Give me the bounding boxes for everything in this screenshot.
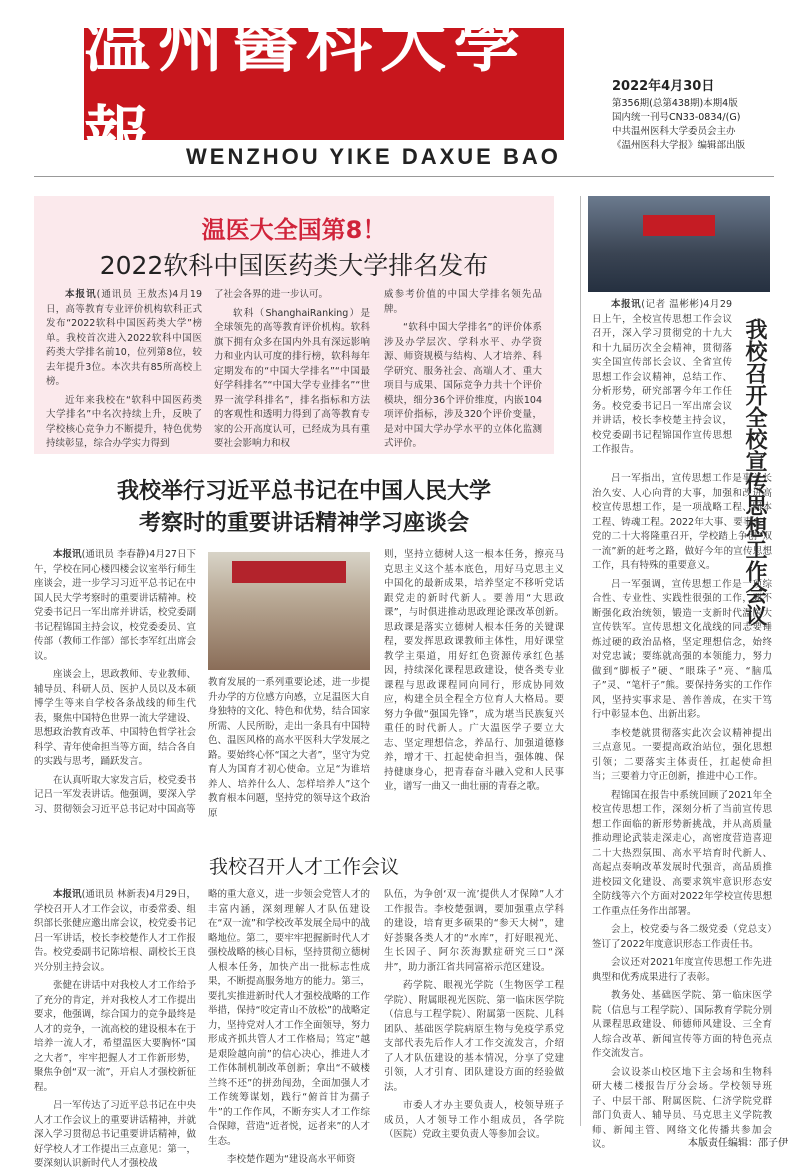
article2-byline: (通讯员 李春静): [81, 549, 150, 560]
article3-text: 4月29日，学校召开人才工作会议，市委常委、组织部长张健应邀出席会议，校党委书记吕一军讲话，校长李校楚作人才工作报告。校党委副书记陈培根、副校长王良兴分别主持会议。: [34, 889, 196, 973]
right-article-top: [592, 298, 732, 468]
right-text: 吕一军强调，宣传思想工作是一项综合性、专业性、实践性很强的工作，要不断强化政治统领，锻造一支新时代温医大宣传铁军。宣传思想文化战线的同志要锤炼过硬的政治品格，坚定理想信念，始终对党忠诚；要练就高强的本领能力，努力做到“脚板子”硬、“眼珠子”亮、“脑瓜子”灵、“笔杆子”熊。要保持务实的工作作风，坚持实事求是、善作善成，在实干笃行中彰显本色、出新出彩。: [592, 578, 772, 720]
article3-text: 张健在讲话中对我校人才工作给予了充分的肯定，并对我校人才工作提出要求，他强调，综合国力的竞争最终是人才的竞争，一流高校的建设根本在于培养一流人才，希望温医大要胸怀“国之大者”，牢牢把握人才工作新形势，聚焦争创“双一流”，开启人才强校新征程。: [34, 980, 196, 1093]
article1-col1: [46, 288, 202, 448]
meeting-photo: [588, 196, 770, 292]
masthead-divider: [34, 176, 774, 177]
right-text: 会议设茶山校区地下主会场和生物科研大楼二楼报告厅分会场。学校领导班子、中层干部、附属医院、仁济学院党群部门负责人、辅导员、马克思主义学院教师、新闻主管、网络文化传播共参加会议。: [592, 1066, 772, 1150]
right-text: 会议还对2021年度宣传思想工作先进典型和优秀成果进行了表彰。: [592, 957, 772, 983]
right-text: 程锦国在报告中系统回顾了2021年全校宣传思想工作，深刻分析了当前宣传思想工作面临的新形势新挑战，并从高质量推动理论武装走深走心，高密度营造喜迎二十大热烈氛围、高水平培育时代新人、高起点奏响改革发展时代强音，高品质推进校园文化建设、高要求筑牢意识形态安全防线等六个方面对2022年学校宣传思想工作重点任务作出部署。: [592, 789, 772, 917]
right-text: 4月29日上午，全校宣传思想工作会议召开，深入学习贯彻党的十九大和十九届历次全会精神，贯彻落实全国宣传部长会议、全省宣传思想工作会议精神，总结工作、分析形势，研究部署今年工作任务。校党委书记吕一军出席会议并讲话，校长李校楚主持会议，校党委副书记程锦国作宣传思想工作报告。: [592, 299, 732, 455]
column-divider: [580, 196, 581, 1126]
issue-date: 2022年4月30日: [612, 79, 715, 94]
article2-text: 则，坚持立德树人这一根本任务，擦亮马克思主义这个基本底色，用好马克思主义中国化的最新成果，培养坚定不移听党话跟党走的新时代新人。要善用“大思政课”，与时俱进推动思政理论课改革创新。思政课是落实立德树人根本任务的关键课程，要发挥思政课教师主体性，用好课堂教学主渠道，用好红色资源传承红色基因，持续深化课程思政建设，使各类专业课程与思政课程同向同行，形成协同效应，构建全员全程全方位育人大格局。要努力争做“强国先锋”，成为堪当民族复兴重任的时代新人。广大温医学子要立大志、坚定理想信念，养品行、加强道德修养，增才干、扛起使命担当，强体魄、保持健康身心，把青春奋斗融入党和人民事业，谱写一曲又一曲壮丽的青春之歌。: [384, 549, 564, 792]
article3-byline: (通讯员 林新表): [81, 889, 150, 900]
article3-text: 市委人才办主要负责人，校领导班子成员，人才领导工作小组成员，各学院（医院）党政主要负责人等参加会议。: [384, 1100, 564, 1140]
article2-col1: [34, 548, 196, 836]
issue-editor: 《温州医科大学报》编辑部出版: [612, 140, 746, 151]
article3-text: 吕一军传达了习近平总书记在中央人才工作会议上的重要讲话精神，并就深入学习贯彻总书记重要讲话精神，做好学校人才工作提出三点意见：第一，要深刻认识新时代人才强校战: [34, 1100, 196, 1169]
article2-lead: 本报讯: [53, 549, 82, 560]
article1-kicker: 温医大全国第8！: [201, 216, 387, 244]
article1-text: 4月19日，高等教育专业评价机构软科正式发布“2022软科中国医药类大学”榜单。我校首次进入2022软科中国医药类大学排名前10，位列第8位，较去年提升3位。本次共有85所高校上榜。: [46, 289, 202, 387]
article2-text: 在认真听取大家发言后，校党委书记吕一军发表讲话。他强调，要深入学习、贯彻领会习近平总书记对中国高等: [34, 774, 196, 815]
article3-text: 队伍，为争创‘双一流’提供人才保障”人才工作报告。李校楚强调，要加强重点学科的建设，培育更多硕果的“参天大树”，建好荟聚各类人才的“水库”，打好眼视光、生长因子、阿尔茨海默症研究三口“深井”，助力浙江省共同富裕示范区建设。: [384, 889, 564, 973]
article2-col2: [208, 676, 370, 836]
page-editor-credit: 本版责任编辑：邵子伊: [688, 1138, 788, 1149]
article2-col3: [384, 548, 564, 836]
seminar-banner: [232, 561, 345, 582]
issue-sponsor: 中共温州医科大学委员会主办: [612, 126, 736, 137]
article3-headline: 我校召开人才工作会议: [208, 856, 399, 878]
right-text: 会上，校党委与各二级党委（党总支）签订了2022年度意识形态工作责任书。: [592, 924, 772, 950]
article3-text: 药学院、眼视光学院（生物医学工程学院）、附属眼视光医院、第一临床医学院（信息与工程学院）、附属第一医院、儿科团队、基础医学院病原生物与免疫学系党支部代表先后作人才工作交流发言，介绍了人才队伍建设的基本情况，分享了党建引领，人才引育、团队建设方面的经验做法。: [384, 980, 564, 1093]
article1-text: 软科（ShanghaiRanking）是全球领先的高等教育评价机构。软科旗下拥有众多在国内外具有深远影响力和业内认可度的排行榜，软科每年定期发布的“中国大学排名”“中国最好学科排名”“中国大学专业排名”“世界一流学科排名”，排名指标和方法的客观性和透明力得到了高等教育专家的公开高度认可，已经成为具有重要社会影响力和权: [214, 307, 370, 449]
right-text: 教务处、基础医学院、第一临床医学院（信息与工程学院）、国际教育学院分别从课程思政建设、师德师风建设、三全育人综合改革、新闻宣传等方面的特色亮点作交流发言。: [592, 990, 772, 1059]
right-lead: 本报讯: [611, 299, 642, 310]
article3-col3: [384, 888, 564, 1140]
article3-lead: 本报讯: [53, 889, 82, 900]
article1-headline: 2022软科中国医药类大学排名发布: [99, 251, 489, 280]
article1-text: 威参考价值的中国大学排名领先品牌。: [384, 289, 542, 315]
article2-text: 座谈会上，思政教师、专业教师、辅导员、科研人员、医护人员以及本硕博学生等来自学校各条战线的师生代表，聚焦中国特色世界一流大学建设、思想政治教育改革、中国特色哲学社会科学、青年使命担当等方面，结合各自的实践与思考，踊跃发言。: [34, 669, 196, 767]
article1-text: 近年来我校在“软科中国医药类大学排名”中名次持续上升，反映了学校核心竞争力不断提升，特色优势持续彰显，综合办学实力得到: [46, 394, 202, 449]
article3-col1: [34, 888, 196, 1169]
right-article-title: 我校召开全校宣传思想工作会议: [742, 318, 767, 626]
issue-number: 第356期(总第438期)本期4版: [612, 98, 738, 109]
newspaper-title: 温州醫科大學報: [84, 3, 528, 176]
article1-col2: [214, 288, 370, 448]
article2-text: 教育发展的一系列重要论述，进一步提升办学的方位感方向感，立足温医大自身独特的文化、特色和优势，结合国家所需、人民所盼，走出一条具有中国特色、温医风格的高水平医科大学发展之路。要始终心怀“国之大者”，坚守为党育人为国育才初心使命。立足“为谁培养人、培养什么人、怎样培养人”这个教育根本问题，坚持党的领导这个政治原: [208, 677, 370, 819]
seminar-photo: [208, 552, 370, 670]
issue-info: [612, 80, 792, 153]
article3-text: 略的重大意义，进一步领会党管人才的丰富内涵，深刻理解人才队伍建设在“双一流”和学校改革发展全局中的战略地位。第二，要牢牢把握新时代人才强校战略的核心目标，坚持贯彻立德树人根本任务，加快产出一批标志性成果，不断提高服务地方的能力。第三，要扎实推进新时代人才强校战略的工作举措，保持“咬定青山不放松”的战略定力，坚持党对人才工作全面领导，努力形成齐抓共管人才工作格局；笃定“越是艰险越向前”的信心决心，推进人才工作体制机制改革创新；拿出“不破楼兰终不还”的拼劲闯劲，全面加强人才工作统筹谋划，践行“俯首甘为孺子牛”的工作作风，不断夯实人才工作综合保障，营造“近者悦，远者来”的人才生态。: [208, 889, 370, 1147]
issue-cn: 国内统一刊号CN33-0834/(G): [612, 112, 741, 123]
article2-headline: [34, 476, 574, 540]
article1-text: “软科中国大学排名”的评价体系涉及办学层次、学科水平、办学资源、师资规模与结构、人才培养、科学研究、服务社会、高端人才、重大项目与成果、国际竞争力共十个评价模块，细分36个评价维度，内嵌104项评价指标，涉及320个评价变量，是对中国大学办学水平的立体化监测式评价。: [384, 322, 542, 449]
stage-banner: [643, 215, 716, 236]
article2-headline-line1: 我校举行习近平总书记在中国人民大学: [116, 479, 491, 504]
article1-lead: 本报讯: [65, 289, 97, 300]
article2-text: 4月27日下午，学校在同心楼四楼会议室举行师生座谈会，进一步学习习近平总书记在中国人民大学考察时的重要讲话精神。校党委书记吕一军出席并讲话，校党委副书记程锦国主持会议，校党委委员、宣传部（教师工作部）部长李军红出席会议。: [34, 549, 196, 662]
article1-byline: (通讯员 王敖杰): [96, 289, 173, 300]
article2-headline-line2: 考察时的重要讲话精神学习座谈会: [138, 511, 469, 536]
right-byline: (记者 温彬彬): [641, 299, 704, 310]
article1-text: 了社会各界的进一步认可。: [214, 289, 329, 300]
right-text: 吕一军指出，宣传思想工作是事关长治久安、人心向背的大事，加强和改进高校宣传思想工作，是一项战略工程、固本工程、铸魂工程。2022年大事、要事多，党的二十大将隆重召开，学校踏上争创“双一流”新的赶考之路，做好今年的宣传思想工作，具有特殊的重要意义。: [592, 473, 772, 571]
newspaper-pinyin: WENZHOU YIKE DAXUE BAO: [186, 144, 561, 169]
article1-col3: [384, 288, 542, 448]
right-text: 李校楚就贯彻落实此次会议精神提出三点意见。一要提高政治站位，强化思想引领；二要落实主体责任，扛起使命担当；三要着力守正创新，推进中心工作。: [592, 727, 772, 782]
article3-text: 李校楚作题为“建设高水平师资: [227, 1154, 356, 1165]
article3-col2: [208, 888, 370, 1165]
